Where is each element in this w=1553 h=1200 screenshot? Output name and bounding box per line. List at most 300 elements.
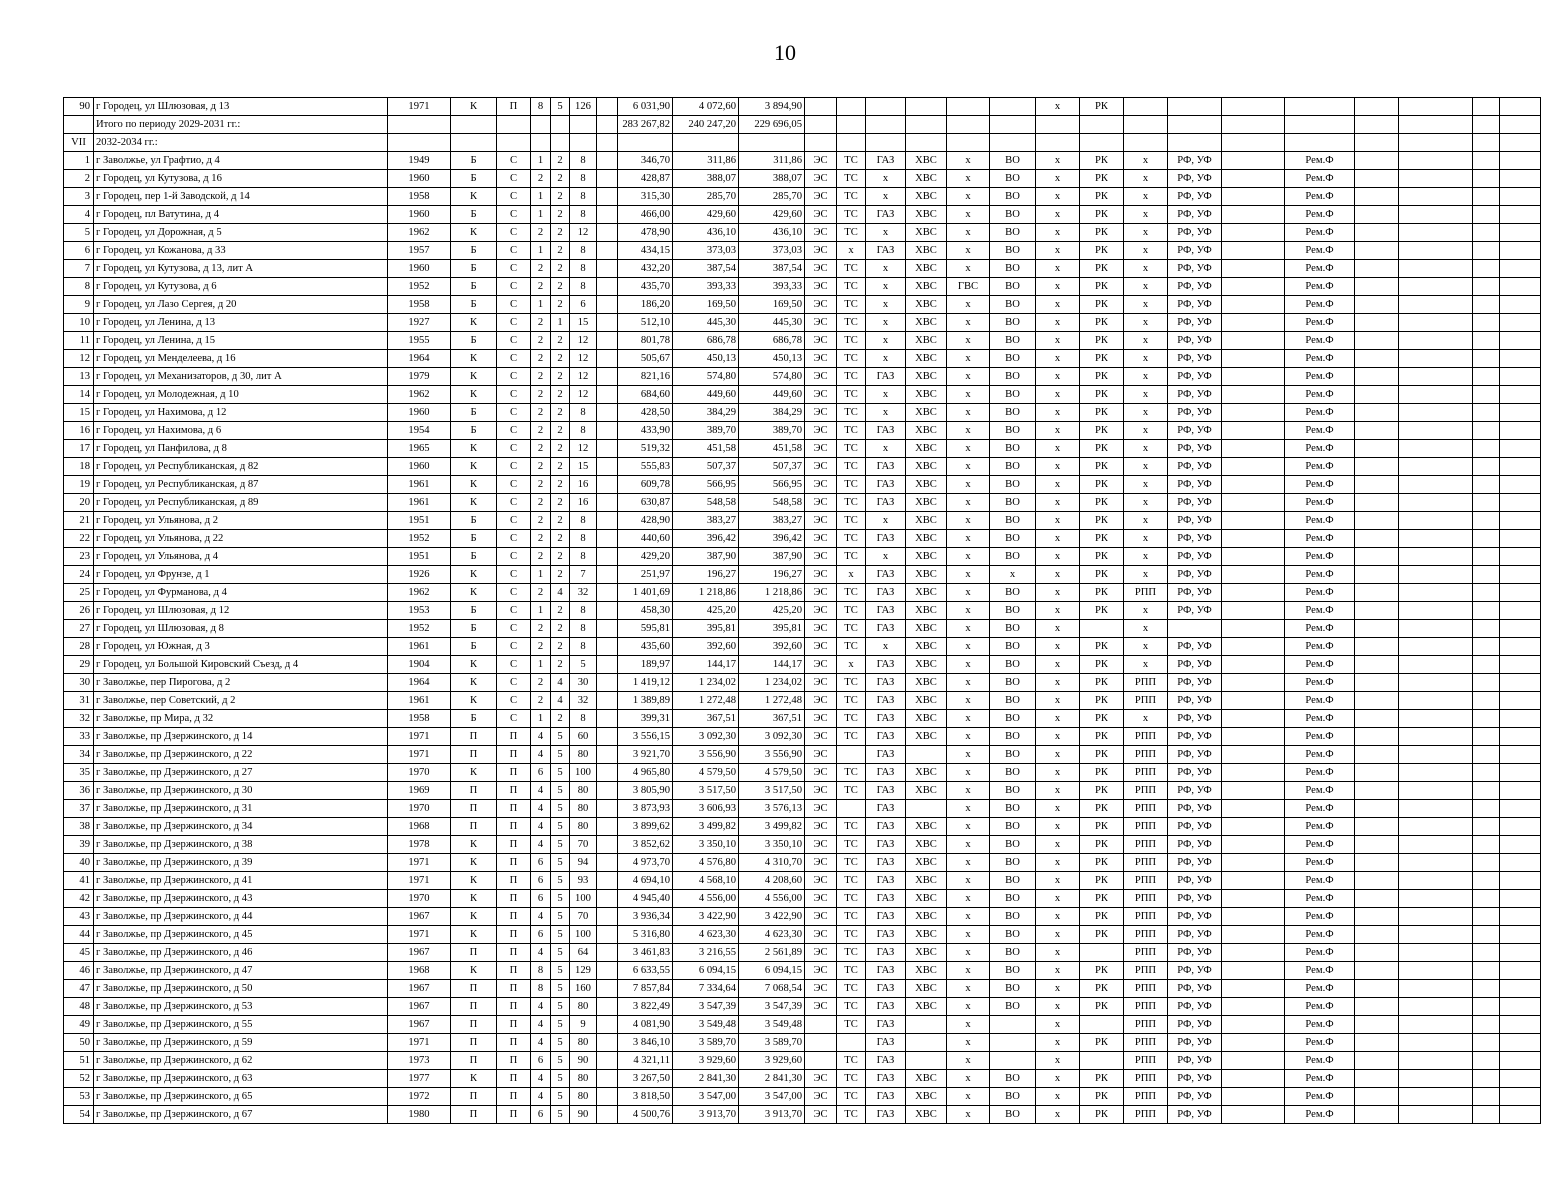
table-cell: ЭС	[805, 926, 837, 944]
table-cell	[597, 386, 618, 404]
table-cell: К	[451, 926, 497, 944]
table-cell: 80	[570, 1070, 597, 1088]
table-cell: 1958	[388, 710, 451, 728]
table-cell: 367,51	[739, 710, 805, 728]
table-cell	[597, 800, 618, 818]
table-cell: 2	[551, 476, 570, 494]
table-cell: РК	[1080, 836, 1124, 854]
table-cell	[1355, 854, 1399, 872]
table-cell: х	[947, 296, 990, 314]
table-cell: х	[1124, 602, 1168, 620]
table-cell: 7 857,84	[618, 980, 673, 998]
table-cell: х	[1124, 494, 1168, 512]
table-cell	[1222, 476, 1285, 494]
table-cell: х	[947, 494, 990, 512]
table-cell	[805, 1016, 837, 1034]
table-cell: РФ, УФ	[1168, 944, 1222, 962]
table-cell: х	[866, 260, 906, 278]
table-cell	[1222, 980, 1285, 998]
address-cell: г Заволжье, пр Дзержинского, д 50	[94, 980, 388, 998]
table-cell: х	[1036, 602, 1080, 620]
table-cell	[805, 1034, 837, 1052]
table-cell	[1222, 278, 1285, 296]
table-cell: х	[866, 548, 906, 566]
table-cell: 6 094,15	[739, 962, 805, 980]
table-cell	[1222, 98, 1285, 116]
table-cell: 2	[551, 368, 570, 386]
table-cell: С	[497, 224, 531, 242]
table-row	[64, 1088, 1541, 1106]
table-cell: П	[497, 746, 531, 764]
table-cell	[837, 134, 866, 152]
table-cell: РПП	[1124, 944, 1168, 962]
table-cell	[837, 800, 866, 818]
table-cell: 4 310,70	[739, 854, 805, 872]
table-cell: х	[866, 404, 906, 422]
table-cell: х	[1124, 530, 1168, 548]
table-cell: 429,60	[673, 206, 739, 224]
table-cell: 4 973,70	[618, 854, 673, 872]
table-cell: ВО	[990, 188, 1036, 206]
table-cell: 315,30	[618, 188, 673, 206]
table-cell	[1222, 206, 1285, 224]
table-cell	[1355, 134, 1399, 152]
table-cell: 8	[570, 404, 597, 422]
table-cell	[1222, 566, 1285, 584]
table-cell	[1473, 188, 1500, 206]
table-cell	[1355, 908, 1399, 926]
table-cell: х	[1036, 710, 1080, 728]
table-cell	[597, 854, 618, 872]
table-cell	[1355, 386, 1399, 404]
table-cell	[451, 134, 497, 152]
table-cell: ХВС	[906, 206, 947, 224]
table-cell: С	[497, 314, 531, 332]
table-cell	[1355, 98, 1399, 116]
table-cell	[1222, 836, 1285, 854]
table-cell	[597, 710, 618, 728]
table-cell: РФ, УФ	[1168, 1052, 1222, 1070]
table-cell: ГАЗ	[866, 1052, 906, 1070]
table-cell: РФ, УФ	[1168, 260, 1222, 278]
table-cell	[1473, 332, 1500, 350]
table-cell: 450,13	[673, 350, 739, 368]
table-cell: х	[947, 800, 990, 818]
table-cell: 12	[570, 440, 597, 458]
table-cell: П	[497, 818, 531, 836]
table-cell: 1973	[388, 1052, 451, 1070]
table-cell: 8	[531, 980, 551, 998]
row-number-cell: 48	[64, 998, 94, 1016]
table-cell: ХВС	[906, 314, 947, 332]
row-number-cell: 35	[64, 764, 94, 782]
table-cell: 435,70	[618, 278, 673, 296]
table-cell: ВО	[990, 314, 1036, 332]
table-cell: 4 556,00	[739, 890, 805, 908]
table-cell: ГАЗ	[866, 890, 906, 908]
table-cell: ХВС	[906, 296, 947, 314]
table-cell: П	[497, 98, 531, 116]
row-number-cell: 38	[64, 818, 94, 836]
table-cell: 445,30	[739, 314, 805, 332]
row-number-cell: 27	[64, 620, 94, 638]
table-cell: 2	[551, 386, 570, 404]
table-cell: 80	[570, 998, 597, 1016]
table-cell	[990, 98, 1036, 116]
table-cell: ТС	[837, 530, 866, 548]
table-cell: 4	[531, 746, 551, 764]
table-cell: х	[1036, 926, 1080, 944]
table-cell: 1960	[388, 170, 451, 188]
table-cell: 428,90	[618, 512, 673, 530]
table-cell: РК	[1080, 1106, 1124, 1124]
row-number-cell: 52	[64, 1070, 94, 1088]
row-number-cell: 36	[64, 782, 94, 800]
table-cell	[1399, 584, 1473, 602]
table-cell: ВО	[990, 206, 1036, 224]
table-cell	[1473, 674, 1500, 692]
table-cell	[1399, 260, 1473, 278]
table-cell	[1222, 458, 1285, 476]
table-cell: ТС	[837, 1088, 866, 1106]
table-cell: ГАЗ	[866, 206, 906, 224]
table-cell	[1399, 710, 1473, 728]
table-cell: 1960	[388, 458, 451, 476]
table-cell: х	[947, 386, 990, 404]
table-cell: 1953	[388, 602, 451, 620]
table-cell	[1500, 494, 1541, 512]
table-cell: РК	[1080, 1070, 1124, 1088]
table-cell: х	[947, 242, 990, 260]
table-cell: П	[451, 1016, 497, 1034]
table-cell: 5	[551, 818, 570, 836]
table-cell: П	[497, 1088, 531, 1106]
table-cell: ГАЗ	[866, 1088, 906, 1106]
table-cell: х	[1124, 296, 1168, 314]
table-cell: К	[451, 1070, 497, 1088]
table-cell: 435,60	[618, 638, 673, 656]
table-cell: ВО	[990, 818, 1036, 836]
table-cell: х	[990, 566, 1036, 584]
row-number-cell: 12	[64, 350, 94, 368]
table-cell: 5	[551, 980, 570, 998]
table-cell	[906, 98, 947, 116]
table-cell	[597, 332, 618, 350]
total-label: Итого по периоду 2029-2031 гг.:	[94, 116, 388, 134]
table-row	[64, 746, 1541, 764]
address-cell: г Городец, ул Ленина, д 15	[94, 332, 388, 350]
table-cell: 6	[531, 890, 551, 908]
row-number-cell: 18	[64, 458, 94, 476]
table-cell: 821,16	[618, 368, 673, 386]
table-cell	[1399, 962, 1473, 980]
row-number-cell: 7	[64, 260, 94, 278]
table-cell: 7 334,64	[673, 980, 739, 998]
table-cell: 311,86	[739, 152, 805, 170]
table-cell	[1473, 278, 1500, 296]
table-cell: П	[497, 998, 531, 1016]
table-cell: 3 422,90	[739, 908, 805, 926]
table-cell	[1222, 386, 1285, 404]
table-cell: х	[947, 1070, 990, 1088]
table-cell: 100	[570, 890, 597, 908]
table-cell	[497, 134, 531, 152]
table-cell: РК	[1080, 422, 1124, 440]
table-cell: х	[947, 854, 990, 872]
table-cell	[1473, 224, 1500, 242]
table-cell: Рем.Ф	[1285, 584, 1355, 602]
page-number: 10	[774, 40, 796, 65]
address-cell: г Заволжье, пр Дзержинского, д 39	[94, 854, 388, 872]
table-cell: ЭС	[805, 170, 837, 188]
table-cell: РК	[1080, 530, 1124, 548]
table-cell: К	[451, 188, 497, 206]
table-cell: К	[451, 98, 497, 116]
table-cell: ТС	[837, 962, 866, 980]
table-row	[64, 800, 1541, 818]
address-cell: г Заволжье, пр Дзержинского, д 38	[94, 836, 388, 854]
table-cell: РК	[1080, 854, 1124, 872]
table-cell	[1473, 242, 1500, 260]
table-row	[64, 674, 1541, 692]
table-cell: 440,60	[618, 530, 673, 548]
table-row	[64, 206, 1541, 224]
table-cell: ВО	[990, 332, 1036, 350]
row-number-cell: 43	[64, 908, 94, 926]
table-cell: РК	[1080, 188, 1124, 206]
table-cell	[1500, 800, 1541, 818]
table-cell: ГАЗ	[866, 1106, 906, 1124]
table-cell	[1222, 962, 1285, 980]
table-cell	[1355, 278, 1399, 296]
table-cell: 1962	[388, 386, 451, 404]
table-cell: 3 549,48	[673, 1016, 739, 1034]
table-cell: 3 852,62	[618, 836, 673, 854]
table-cell	[1500, 206, 1541, 224]
table-cell: ЭС	[805, 512, 837, 530]
table-cell: ТС	[837, 404, 866, 422]
table-cell: х	[1036, 1106, 1080, 1124]
table-cell	[1399, 872, 1473, 890]
table-cell: ТС	[837, 314, 866, 332]
table-cell: 32	[570, 584, 597, 602]
table-cell	[1222, 116, 1285, 134]
table-cell	[1355, 332, 1399, 350]
table-cell: х	[1036, 890, 1080, 908]
table-cell	[1500, 962, 1541, 980]
table-row	[64, 764, 1541, 782]
table-cell: х	[1124, 566, 1168, 584]
table-cell: С	[497, 278, 531, 296]
table-cell: 3 422,90	[673, 908, 739, 926]
table-cell: ТС	[837, 476, 866, 494]
table-cell: 311,86	[673, 152, 739, 170]
address-cell: г Заволжье, пр Дзержинского, д 30	[94, 782, 388, 800]
table-cell: 5	[551, 1016, 570, 1034]
table-cell: РК	[1080, 260, 1124, 278]
table-cell: РПП	[1124, 1016, 1168, 1034]
table-cell: РФ, УФ	[1168, 530, 1222, 548]
table-cell: 5	[551, 926, 570, 944]
table-cell: 8	[570, 530, 597, 548]
table-cell: ХВС	[906, 710, 947, 728]
table-cell: Б	[451, 152, 497, 170]
table-cell: РПП	[1124, 980, 1168, 998]
table-cell: 346,70	[618, 152, 673, 170]
table-cell: ЭС	[805, 566, 837, 584]
table-cell: х	[947, 224, 990, 242]
table-cell: х	[947, 674, 990, 692]
table-cell: ХВС	[906, 584, 947, 602]
table-cell: ВО	[990, 242, 1036, 260]
address-cell: г Городец, пер 1-й Заводской, д 14	[94, 188, 388, 206]
table-cell: 2 841,30	[739, 1070, 805, 1088]
table-cell: 367,51	[673, 710, 739, 728]
table-cell	[906, 746, 947, 764]
table-cell	[1500, 1016, 1541, 1034]
table-cell: РК	[1080, 566, 1124, 584]
table-cell	[1355, 962, 1399, 980]
row-number-cell: 16	[64, 422, 94, 440]
table-cell: С	[497, 692, 531, 710]
table-cell	[1355, 638, 1399, 656]
table-cell: 1961	[388, 692, 451, 710]
table-cell: ХВС	[906, 728, 947, 746]
table-cell: х	[1036, 1052, 1080, 1070]
table-cell: х	[947, 404, 990, 422]
table-cell: 2	[531, 512, 551, 530]
table-cell: х	[1036, 620, 1080, 638]
table-cell: 1	[531, 656, 551, 674]
table-cell: 2	[551, 710, 570, 728]
table-cell: 2	[531, 278, 551, 296]
table-cell	[1399, 836, 1473, 854]
table-cell	[1355, 980, 1399, 998]
table-cell	[1500, 170, 1541, 188]
table-cell: К	[451, 566, 497, 584]
table-cell: РК	[1080, 764, 1124, 782]
table-cell: ЭС	[805, 188, 837, 206]
table-cell: ВО	[990, 602, 1036, 620]
table-cell: К	[451, 386, 497, 404]
table-cell	[1500, 836, 1541, 854]
table-cell: 90	[570, 1106, 597, 1124]
table-cell	[597, 188, 618, 206]
table-cell	[1355, 764, 1399, 782]
table-cell	[1399, 314, 1473, 332]
table-cell: ТС	[837, 422, 866, 440]
table-cell: 566,95	[739, 476, 805, 494]
table-cell: х	[947, 782, 990, 800]
table-cell: РК	[1080, 332, 1124, 350]
table-cell: 160	[570, 980, 597, 998]
table-cell	[1399, 404, 1473, 422]
table-cell: 80	[570, 1088, 597, 1106]
table-cell: 8	[570, 602, 597, 620]
table-cell: 189,97	[618, 656, 673, 674]
table-cell: 8	[570, 242, 597, 260]
table-cell	[1355, 602, 1399, 620]
table-cell: РК	[1080, 224, 1124, 242]
table-cell	[1355, 620, 1399, 638]
table-cell	[597, 278, 618, 296]
table-cell: 7 068,54	[739, 980, 805, 998]
table-cell	[597, 476, 618, 494]
row-number-cell: 19	[64, 476, 94, 494]
table-cell: 3 589,70	[739, 1034, 805, 1052]
table-cell: РК	[1080, 638, 1124, 656]
table-cell: 4 579,50	[673, 764, 739, 782]
table-cell: П	[451, 1052, 497, 1070]
table-cell: Рем.Ф	[1285, 386, 1355, 404]
table-cell: С	[497, 332, 531, 350]
table-cell: РФ, УФ	[1168, 818, 1222, 836]
table-cell: 30	[570, 674, 597, 692]
table-cell: 433,90	[618, 422, 673, 440]
table-cell	[597, 1034, 618, 1052]
table-cell: х	[1036, 818, 1080, 836]
table-cell	[1355, 260, 1399, 278]
table-cell: 4	[531, 908, 551, 926]
table-cell: 449,60	[739, 386, 805, 404]
table-cell: Б	[451, 548, 497, 566]
table-cell	[1473, 206, 1500, 224]
table-cell: Рем.Ф	[1285, 224, 1355, 242]
table-cell: 1972	[388, 1088, 451, 1106]
table-cell: 4	[531, 818, 551, 836]
table-cell	[1222, 494, 1285, 512]
table-cell: ТС	[837, 350, 866, 368]
table-row	[64, 890, 1541, 908]
table-cell	[570, 116, 597, 134]
table-cell: ГАЗ	[866, 368, 906, 386]
table-cell: ЭС	[805, 1106, 837, 1124]
table-row	[64, 278, 1541, 296]
table-cell: 1971	[388, 1034, 451, 1052]
table-cell: К	[451, 458, 497, 476]
table-cell: 3 350,10	[673, 836, 739, 854]
table-row	[64, 332, 1541, 350]
address-cell: г Заволжье, пер Советский, д 2	[94, 692, 388, 710]
table-cell: 3 461,83	[618, 944, 673, 962]
table-cell: 1971	[388, 746, 451, 764]
table-cell: 2	[531, 332, 551, 350]
table-cell: ГАЗ	[866, 728, 906, 746]
table-cell	[1399, 1106, 1473, 1124]
table-cell: х	[1124, 206, 1168, 224]
table-cell: ТС	[837, 926, 866, 944]
table-cell: 3 576,13	[739, 800, 805, 818]
table-cell: РФ, УФ	[1168, 656, 1222, 674]
table-row	[64, 314, 1541, 332]
table-cell: х	[947, 530, 990, 548]
table-cell	[1036, 116, 1080, 134]
table-cell: РФ, УФ	[1168, 728, 1222, 746]
table-cell	[1355, 656, 1399, 674]
table-cell: 4	[531, 1016, 551, 1034]
table-cell: РК	[1080, 998, 1124, 1016]
table-cell: ВО	[990, 872, 1036, 890]
table-cell: К	[451, 314, 497, 332]
table-cell: 389,70	[739, 422, 805, 440]
table-cell: ХВС	[906, 602, 947, 620]
table-cell: ТС	[837, 440, 866, 458]
table-cell	[837, 116, 866, 134]
table-cell: х	[1124, 458, 1168, 476]
table-cell	[1473, 890, 1500, 908]
table-cell: ХВС	[906, 944, 947, 962]
table-cell: ЭС	[805, 350, 837, 368]
